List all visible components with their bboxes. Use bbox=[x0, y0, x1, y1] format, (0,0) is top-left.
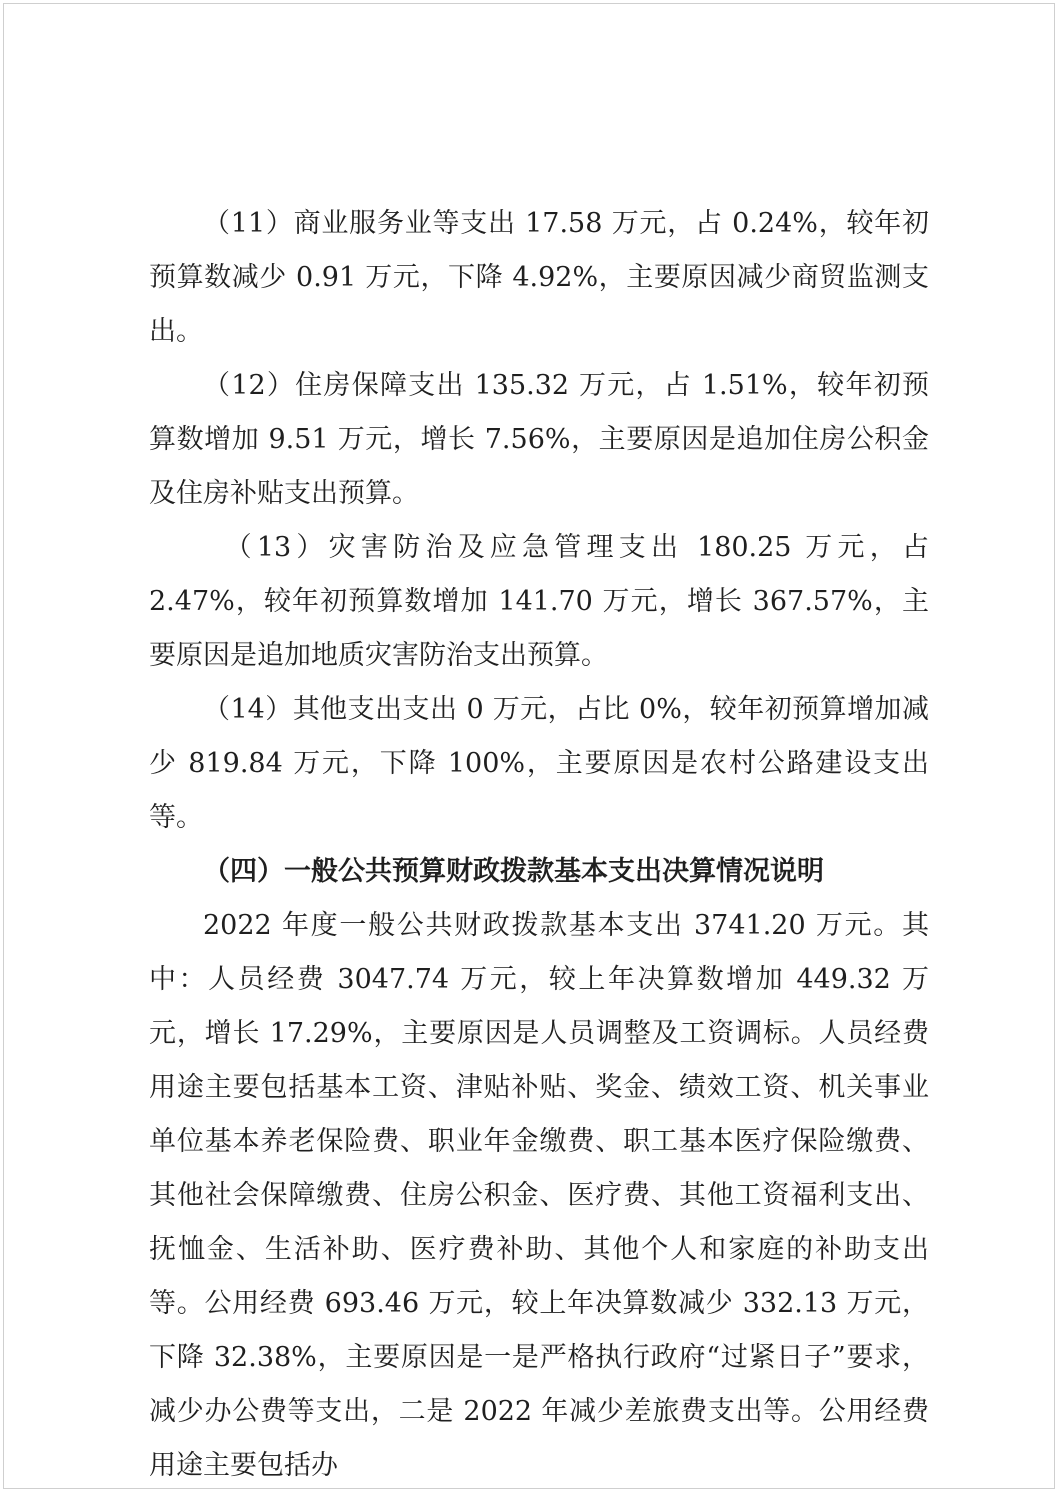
paragraph-item-14: （14）其他支出支出 0 万元，占比 0%，较年初预算增加减少 819.84 万元，下降 100%，主要原因是农村公路建设支出等。 bbox=[149, 694, 929, 833]
document-page bbox=[3, 3, 1055, 1489]
paragraph-item-13: （13）灾害防治及应急管理支出 180.25 万元，占 2.47%，较年初预算数增加 141.70 万元，增长 367.57%，主要原因是追加地质灾害防治支出预算。 bbox=[149, 532, 929, 671]
paragraph-item-12: （12）住房保障支出 135.32 万元，占 1.51%，较年初预算数增加 9.51 万元，增长 7.56%，主要原因是追加住房公积金及住房补贴支出预算。 bbox=[149, 370, 929, 509]
document-body bbox=[149, 197, 929, 1493]
section-heading: （四）一般公共预算财政拨款基本支出决算情况说明 bbox=[203, 856, 824, 887]
paragraph-item-11: （11）商业服务业等支出 17.58 万元，占 0.24%，较年初预算数减少 0.91 万元，下降 4.92%，主要原因减少商贸监测支出。 bbox=[149, 208, 929, 347]
basic-expenditure-paragraph: 2022 年度一般公共财政拨款基本支出 3741.20 万元。其中：人员经费 3047.74 万元，较上年决算数增加 449.32 万元，增长 17.29%，主要原因是人员调整及工资调标。人员经费用途主要包括基本工资、津贴补贴、奖金、绩效工资、机关事业单位基本养老保险费、职业年金缴费、职工基本医疗保险缴费、其他社会保障缴费、住房公积金、医疗费、其他工资福利支出、抚恤金、生活补助、医疗费补助、其他个人和家庭的补助支出等。公用经费 693.46 万元，较上年决算数减少 332.13 万元，下降 32.38%，主要原因是一是严格执行政府“过紧日子”要求，减少办公费等支出，二是 2022 年减少差旅费支出等。公用经费用途主要包括办 bbox=[149, 910, 929, 1481]
